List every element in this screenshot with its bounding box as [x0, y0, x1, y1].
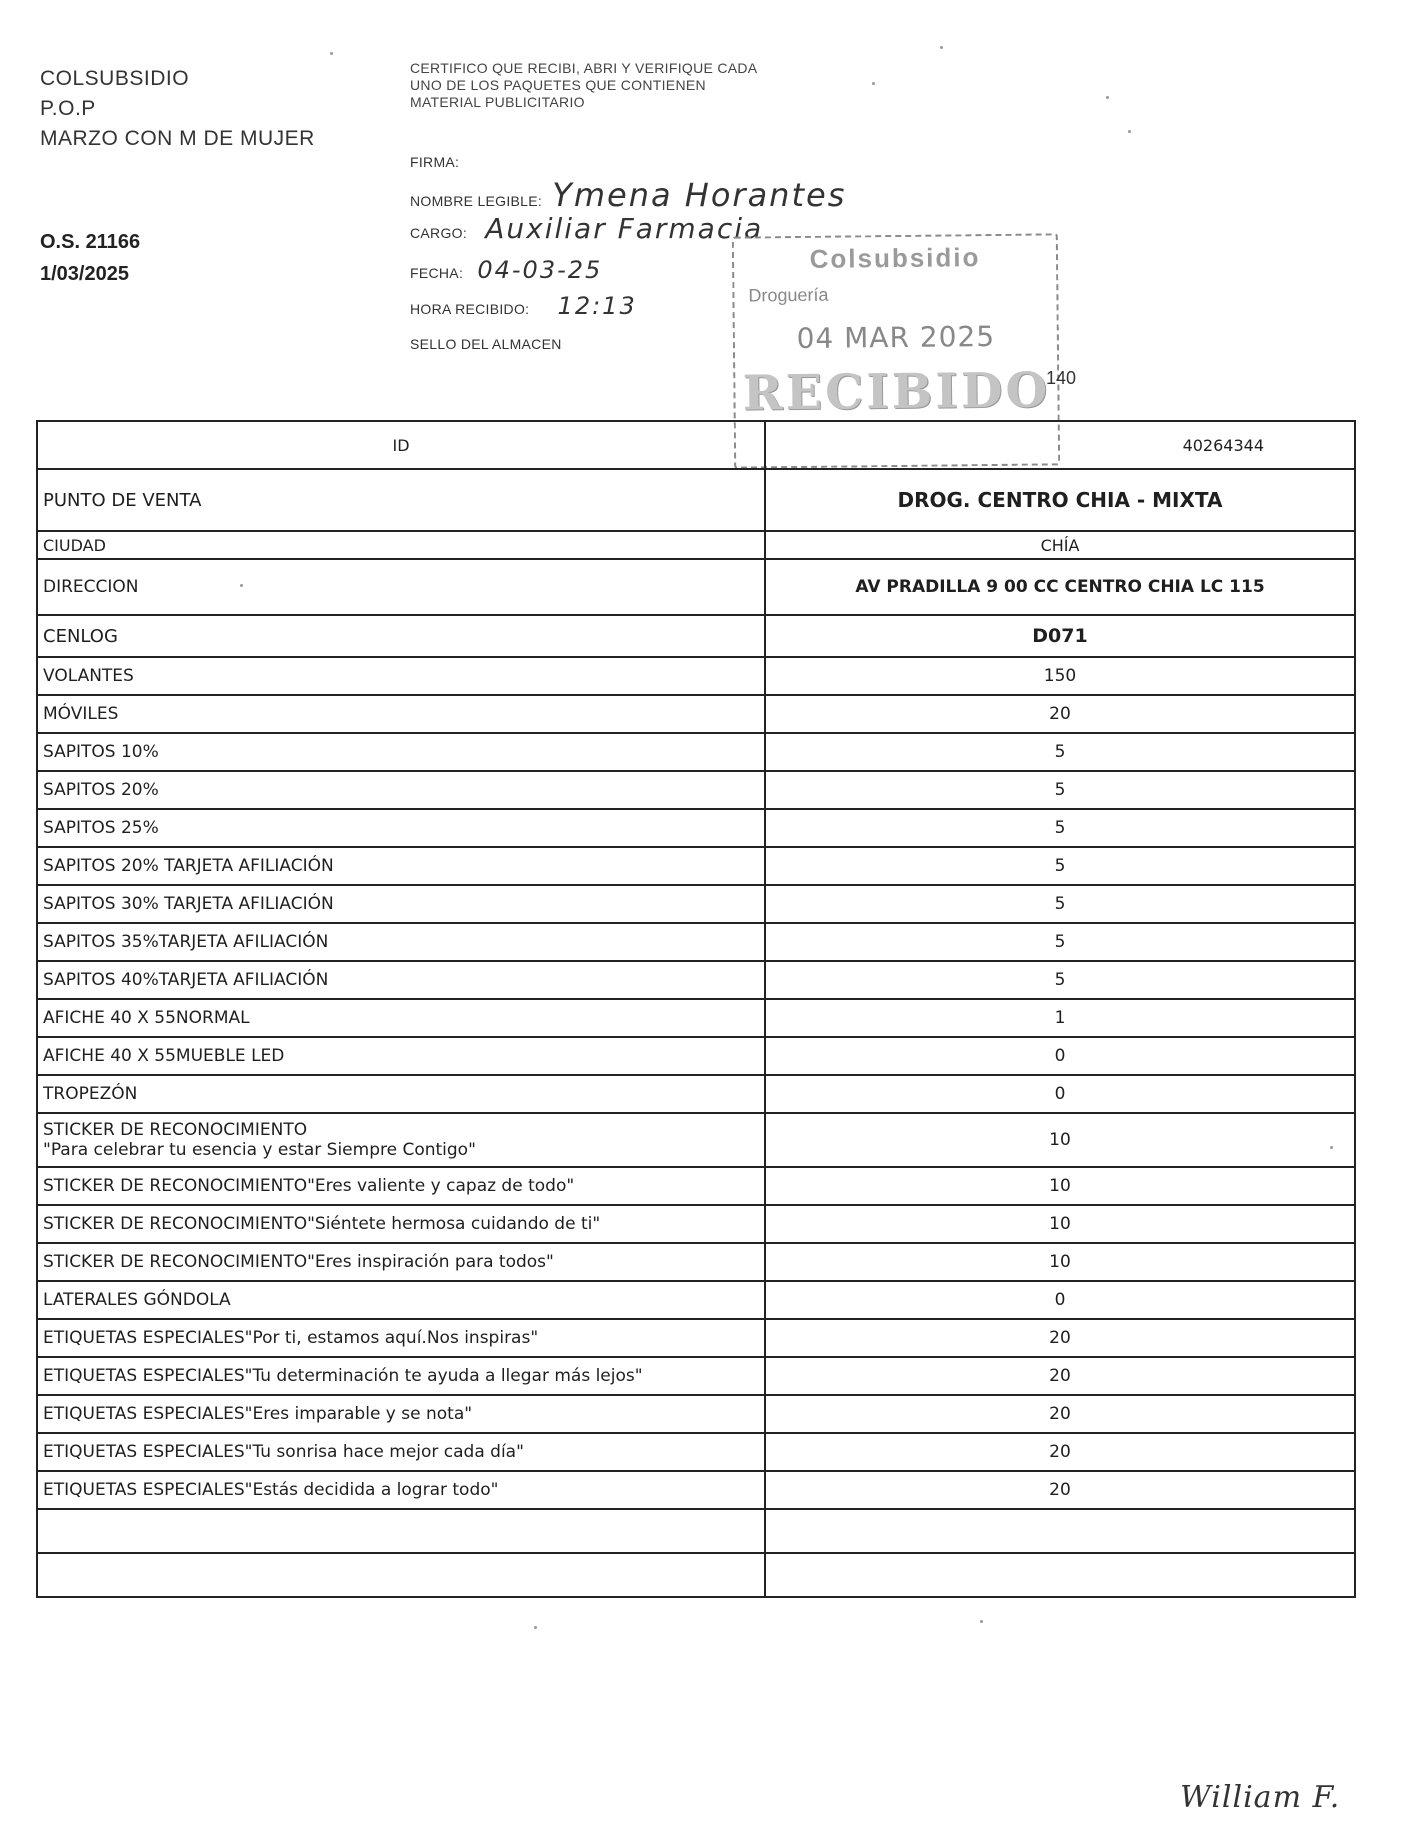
table-row — [37, 733, 1355, 771]
scan-speck — [1106, 96, 1109, 99]
item-quantity: 20 — [765, 1471, 1355, 1509]
item-label-text: ETIQUETAS ESPECIALES"Eres imparable y se nota" — [43, 1404, 473, 1424]
table-row — [37, 657, 1355, 695]
ciudad-value: CHÍA — [765, 531, 1355, 559]
scan-speck — [872, 82, 875, 85]
item-quantity: 20 — [765, 1319, 1355, 1357]
stamp-brand: Colsubsidio — [809, 242, 981, 274]
campaign-name: MARZO CON M DE MUJER — [40, 127, 315, 150]
item-label-text: SAPITOS 20% — [43, 780, 159, 800]
empty-row — [37, 1553, 1355, 1597]
item-label — [37, 1167, 765, 1205]
item-quantity: 20 — [765, 1357, 1355, 1395]
nombre-value: Ymena Horantes — [552, 176, 847, 214]
item-label-subtext: "Para celebrar tu esencia y estar Siempre Contigo" — [43, 1140, 476, 1160]
table-row — [37, 1357, 1355, 1395]
item-label — [37, 657, 765, 695]
sello-field — [410, 336, 562, 352]
item-label — [37, 1113, 765, 1167]
item-quantity: 5 — [765, 733, 1355, 771]
scan-speck — [1128, 130, 1131, 133]
item-quantity: 5 — [765, 885, 1355, 923]
item-label-text: STICKER DE RECONOCIMIENTO"Eres valiente y capaz de todo" — [43, 1176, 575, 1196]
item-label-text: SAPITOS 20% TARJETA AFILIACIÓN — [43, 856, 334, 876]
table-row — [37, 1037, 1355, 1075]
direccion-value: AV PRADILLA 9 00 CC CENTRO CHIA LC 115 — [765, 559, 1355, 615]
certification-text: CERTIFICO QUE RECIBI, ABRI Y VERIFIQUE CADA UNO DE LOS PAQUETES QUE CONTIENEN MATERIAL PUBLICITARIO — [410, 60, 757, 110]
order-date: 1/03/2025 — [40, 263, 129, 285]
firma-label: FIRMA: — [410, 154, 460, 170]
cargo-field — [410, 212, 763, 245]
order-number: O.S. 21166 — [40, 231, 141, 253]
item-quantity: 150 — [765, 657, 1355, 695]
item-label-text: SAPITOS 40%TARJETA AFILIACIÓN — [43, 970, 329, 990]
row-cenlog — [37, 615, 1355, 657]
item-label — [37, 695, 765, 733]
table-row — [37, 885, 1355, 923]
item-label — [37, 771, 765, 809]
table-row — [37, 1433, 1355, 1471]
scan-speck — [980, 1620, 983, 1623]
cenlog-label: CENLOG — [37, 615, 765, 657]
item-quantity: 0 — [765, 1037, 1355, 1075]
table-row — [37, 695, 1355, 733]
item-quantity: 10 — [765, 1167, 1355, 1205]
table-row — [37, 1319, 1355, 1357]
hora-label: HORA RECIBIDO: — [410, 301, 530, 317]
order-info — [40, 226, 140, 290]
scan-speck — [1330, 1146, 1333, 1149]
item-label — [37, 1075, 765, 1113]
ciudad-label: CIUDAD — [37, 531, 765, 559]
item-label — [37, 1357, 765, 1395]
item-label — [37, 1319, 765, 1357]
item-quantity: 10 — [765, 1113, 1355, 1167]
item-label — [37, 1471, 765, 1509]
item-label-text: SAPITOS 10% — [43, 742, 159, 762]
item-label-text: ETIQUETAS ESPECIALES"Por ti, estamos aquí.Nos inspiras" — [43, 1328, 539, 1348]
item-quantity: 5 — [765, 809, 1355, 847]
table-row — [37, 1113, 1355, 1167]
item-label-text: STICKER DE RECONOCIMIENTO — [43, 1120, 308, 1140]
item-quantity: 5 — [765, 923, 1355, 961]
sello-label: SELLO DEL ALMACEN — [410, 336, 562, 352]
table-row — [37, 1281, 1355, 1319]
fecha-field — [410, 256, 602, 284]
item-quantity: 5 — [765, 771, 1355, 809]
table-row — [37, 999, 1355, 1037]
table-row — [37, 1075, 1355, 1113]
item-label-text: VOLANTES — [43, 666, 134, 686]
item-label-text: TROPEZÓN — [43, 1084, 138, 1104]
fecha-value: 04-03-25 — [477, 256, 603, 284]
item-label — [37, 961, 765, 999]
stamp-date: 04 MAR 2025 — [796, 319, 996, 356]
item-label — [37, 847, 765, 885]
item-quantity: 20 — [765, 1395, 1355, 1433]
item-label — [37, 1205, 765, 1243]
scan-speck — [940, 46, 943, 49]
empty-cell — [765, 1509, 1355, 1553]
delivery-table — [36, 420, 1356, 1598]
nombre-label: NOMBRE LEGIBLE: — [410, 193, 543, 209]
stamp-line: Droguería — [748, 284, 829, 306]
item-label-text: STICKER DE RECONOCIMIENTO"Siéntete hermosa cuidando de ti" — [43, 1214, 601, 1234]
row-ciudad — [37, 531, 1355, 559]
cargo-label: CARGO: — [410, 225, 468, 241]
item-label — [37, 1433, 765, 1471]
item-quantity: 20 — [765, 695, 1355, 733]
item-label — [37, 923, 765, 961]
signature: William F. — [1180, 1780, 1341, 1815]
quantity-note: 140 — [1046, 368, 1077, 388]
item-quantity: 5 — [765, 961, 1355, 999]
table-row — [37, 961, 1355, 999]
table-row — [37, 1205, 1355, 1243]
row-punto-venta — [37, 469, 1355, 531]
hora-field — [410, 292, 637, 320]
item-label-text: SAPITOS 35%TARJETA AFILIACIÓN — [43, 932, 329, 952]
item-quantity: 1 — [765, 999, 1355, 1037]
item-label — [37, 1037, 765, 1075]
empty-cell — [765, 1553, 1355, 1597]
item-label-text: AFICHE 40 X 55NORMAL — [43, 1008, 250, 1028]
item-label-text: STICKER DE RECONOCIMIENTO"Eres inspiración para todos" — [43, 1252, 554, 1272]
item-label — [37, 1281, 765, 1319]
item-quantity: 20 — [765, 1433, 1355, 1471]
item-quantity: 10 — [765, 1205, 1355, 1243]
item-label-text: AFICHE 40 X 55MUEBLE LED — [43, 1046, 285, 1066]
item-label-text: SAPITOS 25% — [43, 818, 159, 838]
firma-field — [410, 154, 459, 170]
stamp-status: RECIBIDO — [742, 362, 1051, 422]
empty-cell — [37, 1553, 765, 1597]
id-label: ID — [37, 421, 765, 469]
item-label-text: ETIQUETAS ESPECIALES"Tu determinación te ayuda a llegar más lejos" — [43, 1366, 643, 1386]
punto-venta-label: PUNTO DE VENTA — [37, 469, 765, 531]
table-row — [37, 1167, 1355, 1205]
item-label-text: LATERALES GÓNDOLA — [43, 1290, 231, 1310]
table-row — [37, 1243, 1355, 1281]
cargo-value: Auxiliar Farmacia — [485, 212, 764, 245]
empty-cell — [37, 1509, 765, 1553]
category-label: P.O.P — [40, 97, 96, 120]
item-label — [37, 1243, 765, 1281]
item-label-text: SAPITOS 30% TARJETA AFILIACIÓN — [43, 894, 334, 914]
table-row — [37, 1395, 1355, 1433]
id-value: 40264344 — [765, 421, 1355, 469]
scan-speck — [240, 584, 243, 587]
header-left — [40, 64, 315, 154]
item-label — [37, 733, 765, 771]
item-quantity: 0 — [765, 1075, 1355, 1113]
item-label — [37, 885, 765, 923]
table-row — [37, 809, 1355, 847]
row-direccion — [37, 559, 1355, 615]
item-quantity: 5 — [765, 847, 1355, 885]
scan-speck — [534, 1626, 537, 1629]
table-row — [37, 1471, 1355, 1509]
row-id — [37, 421, 1355, 469]
nombre-field — [410, 176, 846, 214]
hora-value: 12:13 — [557, 292, 637, 320]
scan-speck — [330, 52, 333, 55]
company-name: COLSUBSIDIO — [40, 67, 190, 90]
item-label — [37, 809, 765, 847]
item-label-text: ETIQUETAS ESPECIALES"Tu sonrisa hace mejor cada día" — [43, 1442, 524, 1462]
item-quantity: 10 — [765, 1243, 1355, 1281]
item-label-text: MÓVILES — [43, 704, 119, 724]
empty-row — [37, 1509, 1355, 1553]
cenlog-value: D071 — [765, 615, 1355, 657]
item-label-text: ETIQUETAS ESPECIALES"Estás decidida a lograr todo" — [43, 1480, 499, 1500]
item-quantity: 0 — [765, 1281, 1355, 1319]
item-label — [37, 1395, 765, 1433]
fecha-label: FECHA: — [410, 265, 464, 281]
table-row — [37, 847, 1355, 885]
punto-venta-value: DROG. CENTRO CHIA - MIXTA — [765, 469, 1355, 531]
item-label — [37, 999, 765, 1037]
direccion-label: DIRECCION — [37, 559, 765, 615]
table-row — [37, 771, 1355, 809]
table-row — [37, 923, 1355, 961]
